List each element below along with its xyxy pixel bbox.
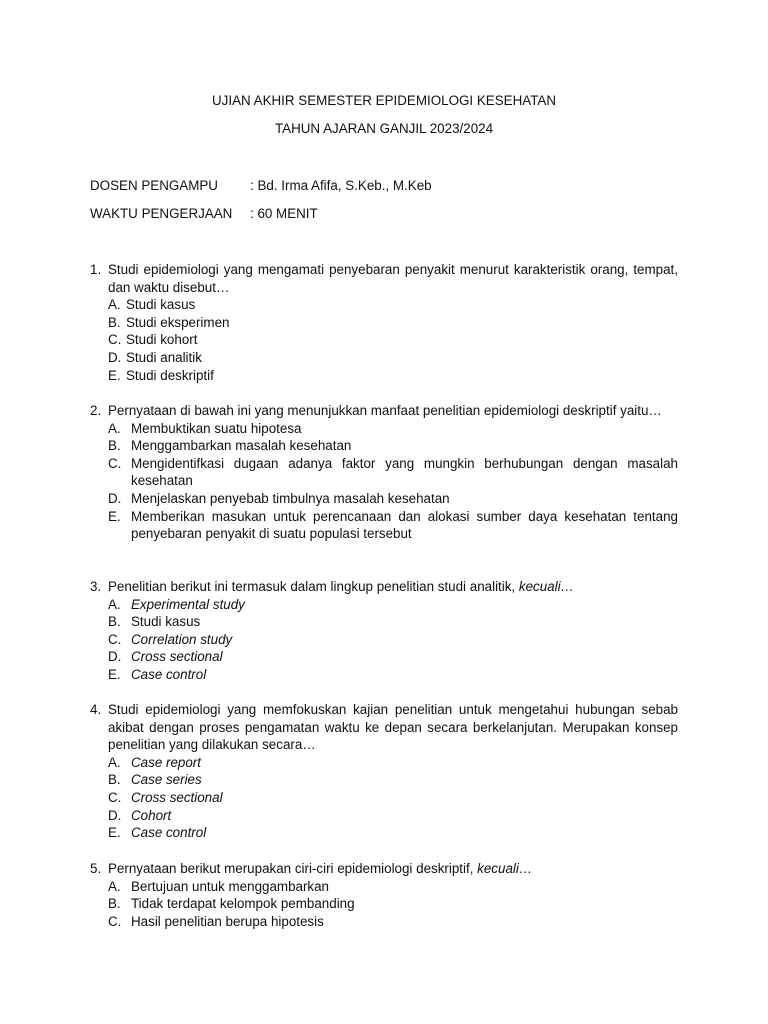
option-d: D. Studi analitik bbox=[108, 349, 202, 365]
question-number: 2. bbox=[90, 403, 102, 418]
option-c: C. Correlation study bbox=[108, 631, 233, 647]
lecturer-value: : Bd. Irma Afifa, S.Keb., M.Keb bbox=[250, 178, 432, 193]
option-d: D. Cross sectional bbox=[108, 649, 223, 665]
option-d: D. Cohort bbox=[108, 807, 172, 823]
option-b: B. Menggambarkan masalah kesehatan bbox=[108, 438, 352, 454]
option-b: B. Studi eksperimen bbox=[108, 314, 230, 330]
question-text: Pernyataan di bawah ini yang menunjukkan manfaat penelitian epidemiologi deskriptif yaitu… bbox=[108, 403, 662, 418]
question-1 bbox=[90, 261, 678, 384]
question-text: Penelitian berikut ini termasuk dalam lingkup penelitian studi analitik, kecuali… bbox=[108, 579, 574, 594]
option-d: D. Menjelaskan penyebab timbulnya masalah kesehatan bbox=[108, 490, 450, 506]
option-list bbox=[108, 296, 678, 384]
time-label: WAKTU PENGERJAAN bbox=[90, 206, 233, 221]
academic-year: TAHUN AJARAN GANJIL 2023/2024 bbox=[274, 121, 494, 136]
option-c: C. Studi kohort bbox=[108, 332, 198, 348]
option-b: B. Tidak terdapat kelompok pembanding bbox=[108, 896, 355, 912]
option-a: A. Membuktikan suatu hipotesa bbox=[108, 420, 302, 436]
option-c: C. Hasil penelitian berupa hipotesis bbox=[108, 913, 324, 929]
time-value: : 60 MENIT bbox=[250, 206, 318, 221]
lecturer-label: DOSEN PENGAMPU bbox=[90, 178, 218, 193]
option-a: A. Studi kasus bbox=[108, 297, 196, 313]
option-e: E. Studi deskriptif bbox=[108, 367, 214, 383]
option-c: C. Cross sectional bbox=[108, 789, 223, 805]
option-list bbox=[108, 420, 678, 543]
option-list bbox=[108, 754, 678, 842]
option-list bbox=[108, 878, 678, 931]
option-a: A. Case report bbox=[108, 754, 201, 770]
question-5 bbox=[90, 860, 678, 930]
question-text: Pernyataan berikut merupakan ciri-ciri epidemiologi deskriptif, kecuali… bbox=[108, 861, 533, 876]
option-list bbox=[108, 596, 678, 684]
question-3 bbox=[90, 578, 678, 684]
question-number: 5. bbox=[90, 861, 102, 876]
question-number: 1. bbox=[90, 262, 102, 277]
option-c: C. Mengidentifkasi dugaan adanya faktor yang mungkin berhubungan dengan masalah kesehatan bbox=[108, 455, 678, 489]
question-4 bbox=[90, 701, 678, 842]
question-text: Studi epidemiologi yang memfokuskan kajian penelitian untuk mengetahui hubungan sebab akibat dengan proses pengamatan waktu ke depan secara berkelanjutan. Merupakan konsep penelitian yang dilakukan secara… bbox=[108, 702, 678, 753]
question-number: 4. bbox=[90, 702, 102, 717]
option-b: B. Case series bbox=[108, 772, 202, 788]
option-a: A. Experimental study bbox=[108, 596, 245, 612]
option-e: E. Case control bbox=[108, 666, 207, 682]
question-text: Studi epidemiologi yang mengamati penyebaran penyakit menurut karakteristik orang, tempat, dan waktu disebut… bbox=[108, 262, 678, 295]
exam-title: UJIAN AKHIR SEMESTER EPIDEMIOLOGI KESEHATAN bbox=[211, 93, 556, 108]
option-e: E. Memberikan masukan untuk perencanaan dan alokasi sumber daya kesehatan tentang penyebaran penyakit di suatu populasi tersebut bbox=[108, 508, 678, 542]
question-number: 3. bbox=[90, 579, 102, 594]
option-a: A. Bertujuan untuk menggambarkan bbox=[108, 878, 330, 894]
option-e: E. Case control bbox=[108, 825, 207, 841]
option-b: B. Studi kasus bbox=[108, 614, 201, 630]
question-2 bbox=[90, 402, 678, 543]
